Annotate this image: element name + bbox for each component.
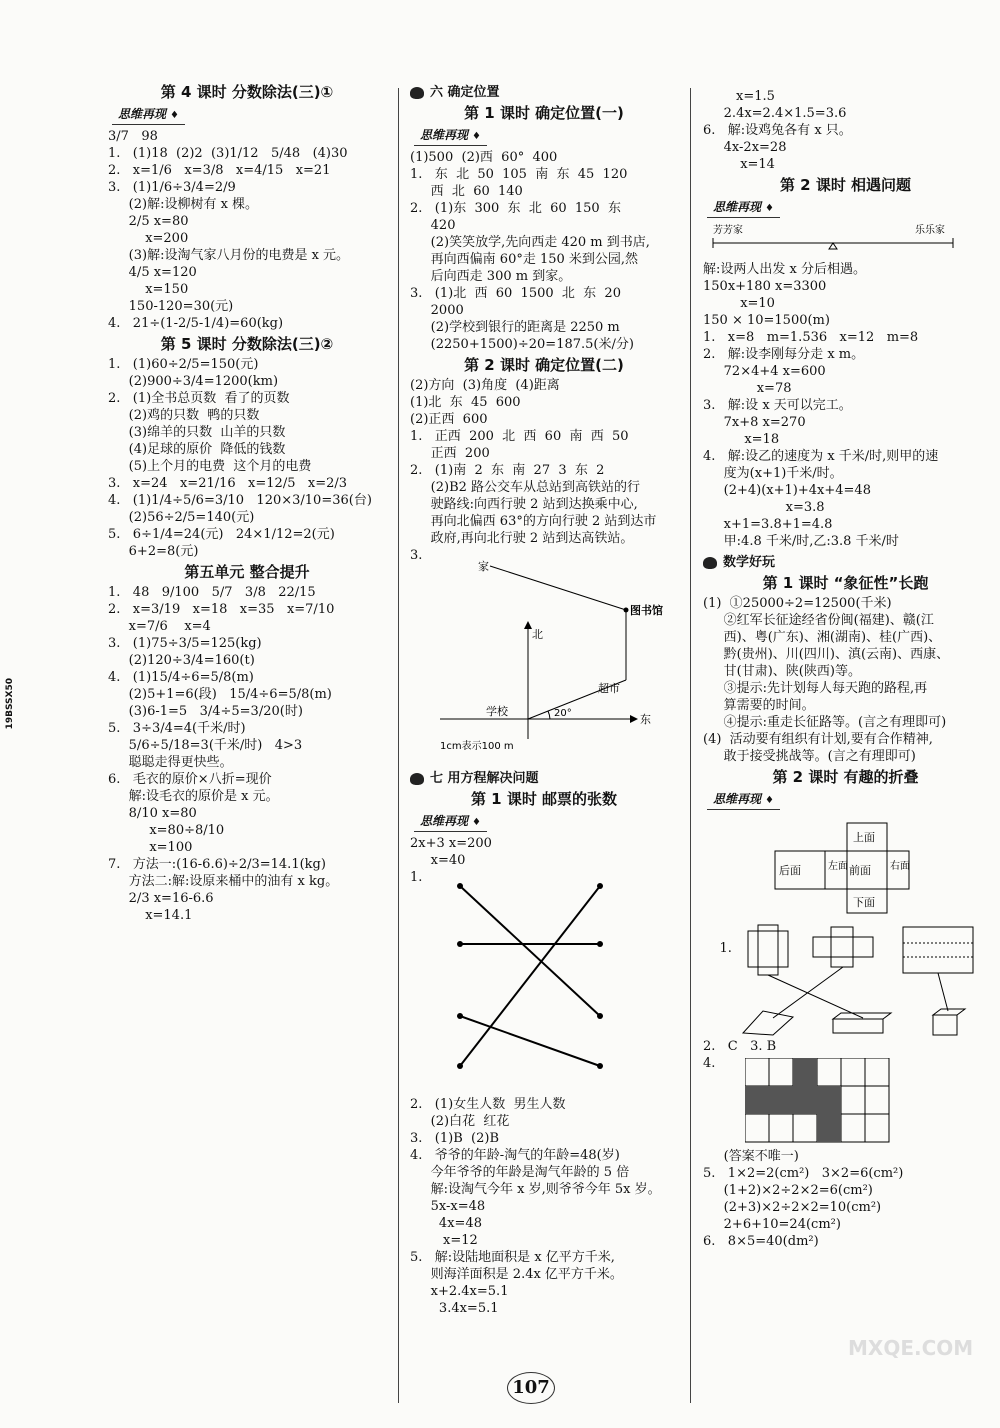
answer-line: 2+6+10=24(cm²)	[703, 1217, 841, 1232]
answer-line: 1.	[410, 870, 423, 885]
answer-line: 4/5 x=120	[108, 265, 197, 280]
lesson-heading: 第 1 课时 “象征性”长跑	[762, 574, 929, 592]
answer-line: 2. (1)东 300 东 北 60 150 东	[410, 201, 621, 216]
answer-line: 3.	[410, 548, 423, 563]
answer-line: 3/7 98	[108, 129, 158, 144]
answer-line: x=1.5	[703, 89, 775, 104]
answer-line: 甘(甘肃)、陕(陕西)等。	[703, 664, 861, 679]
answer-line: 甲:4.8 千米/时,乙:3.8 千米/时	[703, 534, 899, 549]
answer-line: 2.4x=2.4×1.5=3.6	[703, 106, 847, 121]
lesson-heading: 第 5 课时 分数除法(三)②	[160, 335, 334, 353]
answer-line: (2)白花 红花	[410, 1114, 510, 1129]
answer-line: (1)500 (2)西 60° 400	[410, 150, 558, 165]
answer-line: 2. (1)全书总页数 看了的页数	[108, 391, 290, 406]
answer-line: 1. 正西 200 北 西 60 南 西 50	[410, 429, 629, 444]
answer-line: (2)解:设柳树有 x 棵。	[108, 197, 259, 212]
grid-answer	[745, 1058, 945, 1148]
answer-line: 1. x=8 m=1.536 x=12 m=8	[703, 330, 919, 345]
answer-line: (3)解:设淘气家八月份的电费是 x 元。	[108, 248, 350, 263]
folding-question	[703, 923, 988, 1038]
answer-line: 3.4x=5.1	[410, 1301, 499, 1316]
unit-heading	[410, 770, 678, 787]
answer-line: 1. (1)18 (2)2 (3)1/12 5/48 (4)30	[108, 146, 348, 161]
mascot-icon	[703, 557, 717, 569]
answer-line: 6+2=8(元)	[108, 544, 199, 559]
net-right: 右面	[890, 861, 910, 872]
answer-line: 方法二:解:设原来桶中的油有 x kg。	[108, 874, 339, 889]
answer-line: (1+2)×2÷2×2=6(cm²)	[703, 1183, 873, 1198]
answer-line: 3. 解:设 x 天可以完工。	[703, 398, 852, 413]
answer-line: (2)方向 (3)角度 (4)距离	[410, 378, 560, 393]
answer-line: 150 × 10=1500(m)	[703, 313, 830, 328]
answer-line: 3. (1)B (2)B	[410, 1131, 500, 1146]
answer-line: (4)足球的原价 降低的钱数	[108, 442, 286, 457]
answer-line: 5. 1×2=2(cm²) 3×2=6(cm²)	[703, 1166, 904, 1181]
answer-line: x=14	[703, 157, 775, 172]
unit-heading-text: 六 确定位置	[430, 85, 500, 100]
net-back: 后面	[779, 864, 801, 877]
mascot-icon	[410, 773, 424, 785]
map-angle: 20°	[554, 708, 572, 719]
lesson-heading: 第 1 课时 邮票的张数	[470, 790, 618, 808]
answer-line: 2. (1)女生人数 男生人数	[410, 1097, 566, 1112]
answer-line: (3)6-1=5 3/4÷5=3/20(时)	[108, 704, 303, 719]
answer-line: x=40	[410, 853, 466, 868]
answer-line: 解:设两人出发 x 分后相遇。	[703, 262, 866, 277]
q1-label: 1.	[719, 941, 732, 956]
review-label: 思维再现 ♦	[707, 791, 780, 810]
answer-line: 2x+3 x=200	[410, 836, 492, 851]
answer-line: (1) ①25000÷2=12500(千米)	[703, 596, 892, 611]
answer-line: 解:设毛衣的原价是 x 元。	[108, 789, 279, 804]
answer-line: 4x=48	[410, 1216, 482, 1231]
page-number: 107	[507, 1372, 555, 1404]
meet-right: 乐乐家	[915, 225, 945, 236]
review-label: 思维再现 ♦	[707, 199, 780, 218]
answer-line: x=7/6 x=4	[108, 619, 211, 634]
review-label: 思维再现 ♦	[414, 127, 487, 146]
side-code: 19BSSX50	[5, 678, 15, 730]
answer-line: (3)绵羊的只数 山羊的只数	[108, 425, 286, 440]
answer-line: 6. 解:设鸡兔各有 x 只。	[703, 123, 852, 138]
map-scale: 1cm表示100 m	[440, 741, 514, 752]
answer-line: x=12	[410, 1233, 478, 1248]
answer-line: x=80÷8/10	[108, 823, 225, 838]
answer-line: 聪聪走得更快些。	[108, 755, 233, 770]
answer-line: 黔(贵州)、川(四川)、滇(云南)、西康、	[703, 647, 950, 662]
answer-line: 4x-2x=28	[703, 140, 787, 155]
answer-line: x=18	[703, 432, 780, 447]
answer-line: 2. x=3/19 x=18 x=35 x=7/10	[108, 602, 335, 617]
unit-heading-text: 七 用方程解决问题	[430, 771, 539, 786]
review-label: 思维再现 ♦	[414, 813, 487, 832]
column-divider	[398, 88, 399, 1403]
answer-line: 4. 解:设乙的速度为 x 千米/时,则甲的速	[703, 449, 939, 464]
answer-line: 政府,再向北行驶 2 站到达高铁站。	[410, 531, 634, 546]
answer-line: ②红军长征途经省份闽(福建)、赣(江	[703, 613, 934, 628]
map-library: 图书馆	[630, 604, 663, 617]
unit-heading	[703, 554, 988, 571]
answer-line: (4) 活动要有组织有计划,要有合作精神,	[703, 732, 933, 747]
lesson-heading: 第 1 课时 确定位置(一)	[464, 104, 624, 122]
answer-line: 算需要的时间。	[703, 698, 815, 713]
answer-line: ③提示:先计划每人每天跑的路程,再	[703, 681, 928, 696]
net-left: 左面	[828, 861, 848, 872]
answer-line: 5/6÷5/18=3(千米/时) 4>3	[108, 738, 303, 753]
answer-line: 再向西偏南 60°走 150 米到公园,然	[410, 252, 639, 267]
net-top: 上面	[853, 831, 875, 844]
cube-net	[703, 813, 973, 923]
answer-line: 420	[410, 218, 456, 233]
answer-line: 2. C 3. B	[703, 1039, 777, 1054]
answer-line: x=78	[703, 381, 792, 396]
answer-line: 1. (1)60÷2/5=150(元)	[108, 357, 259, 372]
map-north: 北	[532, 628, 543, 641]
answer-line: 7x+8 x=270	[703, 415, 806, 430]
map-east: 东	[640, 713, 651, 726]
answer-line: 敢于接受挑战等。(言之有理即可)	[703, 749, 916, 764]
answer-line: x=200	[108, 231, 189, 246]
answer-line: 1. 48 9/100 5/7 3/8 22/15	[108, 585, 316, 600]
answer-line: x=100	[108, 840, 193, 855]
map-market: 超市	[598, 682, 620, 695]
answer-line: (5)上个月的电费 这个月的电费	[108, 459, 312, 474]
answer-line: 2000	[410, 303, 464, 318]
answer-line: x=14.1	[108, 908, 193, 923]
net-front: 前面	[849, 864, 871, 877]
answer-line: 2. (1)南 2 东 南 27 3 东 2	[410, 463, 605, 478]
answer-line: 后向西走 300 m 到家。	[410, 269, 572, 284]
answer-line: 150-120=30(元)	[108, 299, 234, 314]
lesson-heading: 第五单元 整合提升	[184, 563, 310, 581]
lesson-heading: 第 2 课时 确定位置(二)	[464, 356, 624, 374]
answer-line: x+2.4x=5.1	[410, 1284, 509, 1299]
review-label: 思维再现 ♦	[112, 106, 185, 125]
unit-heading	[410, 84, 678, 101]
answer-line: 4. (1)15/4÷6=5/8(m)	[108, 670, 254, 685]
answer-line: x=150	[108, 282, 189, 297]
answer-line: 度为(x+1)千米/时。	[703, 466, 843, 481]
answer-line: (1)北 东 45 600	[410, 395, 521, 410]
answer-line: 4. 21÷(1-2/5-1/4)=60(kg)	[108, 316, 284, 331]
lesson-heading: 第 2 课时 相遇问题	[779, 176, 912, 194]
answer-line: 4. 爷爷的年龄-淘气的年龄=48(岁)	[410, 1148, 620, 1163]
answer-line: (2)120÷3/4=160(t)	[108, 653, 255, 668]
answer-line: (2+4)(x+1)+4x+4=48	[703, 483, 871, 498]
answer-line: 3. (1)北 西 60 1500 北 东 20	[410, 286, 621, 301]
answer-line: 4. (1)1/4÷5/6=3/10 120×3/10=36(台)	[108, 493, 372, 508]
answer-line: 2. 解:设李刚每分走 x m。	[703, 347, 865, 362]
answer-line: 5. 3÷3/4=4(千米/时)	[108, 721, 246, 736]
answer-line: 1. 东 北 50 105 南 东 45 120	[410, 167, 628, 182]
answer-line: (2250+1500)÷20=187.5(米/分)	[410, 337, 634, 352]
watermark: MXQE.COM	[848, 1336, 974, 1360]
answer-line: 3. (1)75÷3/5=125(kg)	[108, 636, 262, 651]
folding-figures	[733, 923, 983, 1038]
unit-heading-text: 数学好玩	[723, 555, 776, 570]
answer-line: 2/5 x=80	[108, 214, 189, 229]
answer-line: 5. 6÷1/4=24(元) 24×1/12=2(元)	[108, 527, 335, 542]
answer-line: (2)学校到银行的距离是 2250 m	[410, 320, 620, 335]
lesson-heading: 第 4 课时 分数除法(三)①	[160, 83, 334, 101]
answer-line: (2)56÷2/5=140(元)	[108, 510, 255, 525]
answer-line: 2/3 x=16-6.6	[108, 891, 214, 906]
answer-line: (2)正西 600	[410, 412, 488, 427]
answer-line: 3. x=24 x=21/16 x=12/5 x=2/3	[108, 476, 348, 491]
net-bottom: 下面	[853, 896, 875, 909]
column-divider	[690, 88, 691, 1403]
answer-line: 则海洋面积是 2.4x 亿平方千米。	[410, 1267, 623, 1282]
answer-line: 6. 毛衣的原价×八折=现价	[108, 772, 272, 787]
answer-line: 2. x=1/6 x=3/8 x=4/15 x=21	[108, 163, 331, 178]
answer-line: 5x-x=48	[410, 1199, 486, 1214]
answer-line: 再向北偏西 63°的方向行驶 2 站到达市	[410, 514, 657, 529]
answer-line: (2)900÷3/4=1200(km)	[108, 374, 279, 389]
answer-line: ④提示:重走长征路等。(言之有理即可)	[703, 715, 947, 730]
meet-left: 芳芳家	[713, 225, 743, 236]
answer-line: x+1=3.8+1=4.8	[703, 517, 833, 532]
answer-line: 西)、粤(广东)、湘(湖南)、桂(广西)、	[703, 630, 942, 645]
answer-line: 7. 方法一:(16-6.6)÷2/3=14.1(kg)	[108, 857, 326, 872]
answer-line: 72×4+4 x=600	[703, 364, 826, 379]
answer-line: x=3.8	[703, 500, 825, 515]
answer-line: x=10	[703, 296, 775, 311]
answer-line: 3. (1)1/6÷3/4=2/9	[108, 180, 236, 195]
answer-line: 5. 解:设陆地面积是 x 亿平方千米,	[410, 1250, 615, 1265]
mascot-icon	[410, 87, 424, 99]
answer-line: 150x+180 x=3300	[703, 279, 827, 294]
answer-line: 4.	[703, 1056, 716, 1071]
answer-line: (2)B2 路公交车从总站到高铁站的行	[410, 480, 641, 495]
answer-line: 8/10 x=80	[108, 806, 197, 821]
lesson-heading: 第 2 课时 有趣的折叠	[772, 768, 919, 786]
position-map	[420, 554, 680, 754]
map-school: 学校	[486, 705, 508, 718]
answer-line: 驶路线:向西行驶 2 站到达换乘中心,	[410, 497, 638, 512]
column-right	[703, 88, 988, 1250]
answer-line: (2)笑笑放学,先向西走 420 m 到书店,	[410, 235, 650, 250]
matching-lines	[440, 876, 670, 1096]
map-home: 家	[478, 560, 489, 573]
answer-line: 西 北 60 140	[410, 184, 523, 199]
meeting-diagram	[703, 221, 973, 261]
answer-line: 解:设淘气今年 x 岁,则爷爷今年 5x 岁。	[410, 1182, 661, 1197]
answer-line: 今年爷爷的年龄是淘气年龄的 5 倍	[410, 1165, 630, 1180]
answer-line: (2)鸡的只数 鸭的只数	[108, 408, 260, 423]
column-left	[108, 80, 386, 924]
column-middle	[410, 80, 678, 1317]
answer-line: (2+3)×2÷2×2=10(cm²)	[703, 1200, 882, 1215]
answer-line: 6. 8×5=40(dm²)	[703, 1234, 819, 1249]
answer-line: (答案不唯一)	[703, 1149, 799, 1164]
answer-line: (2)5+1=6(段) 15/4÷6=5/8(m)	[108, 687, 332, 702]
answer-line: 正西 200	[410, 446, 490, 461]
